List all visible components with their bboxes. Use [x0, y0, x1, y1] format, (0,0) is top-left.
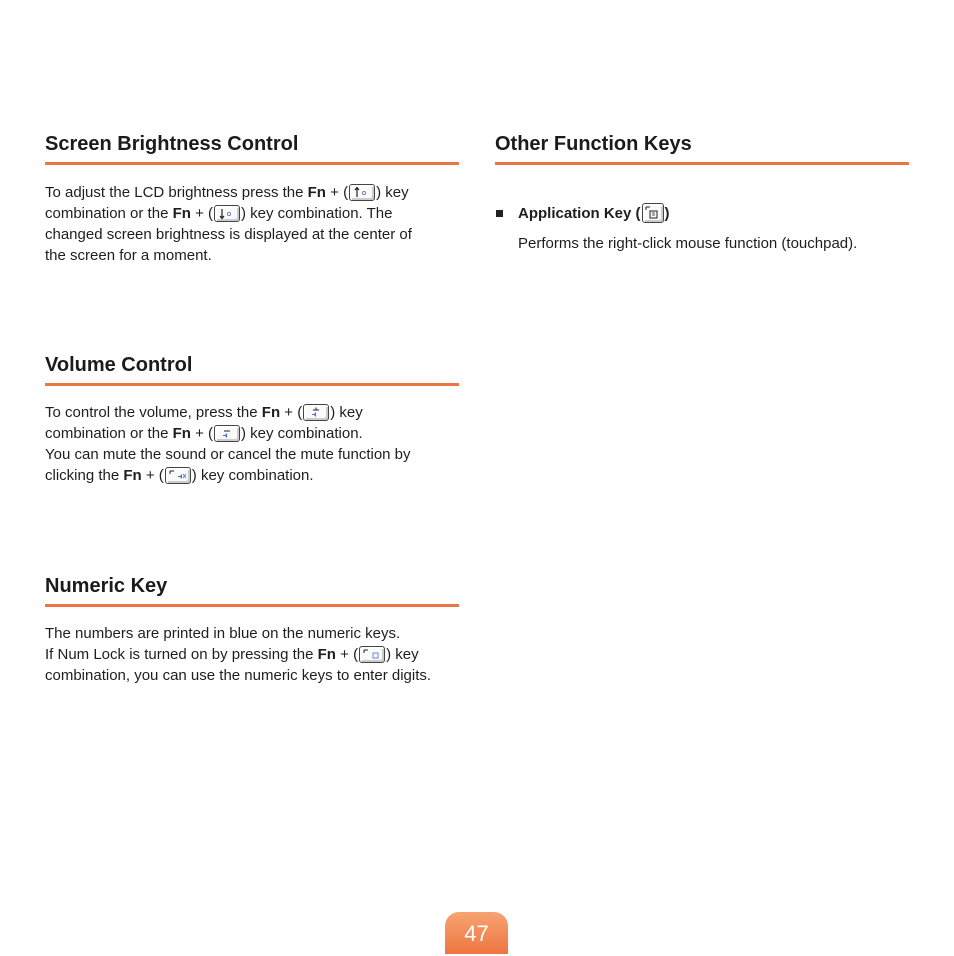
volume-down-key-icon	[214, 425, 240, 442]
heading-numeric-key: Numeric Key	[45, 575, 459, 607]
num-lock-key-icon	[359, 646, 385, 663]
application-key-item: Application Key ( ) Performs the right-click mouse function (touchpad).	[518, 203, 909, 254]
numeric-paragraph: The numbers are printed in blue on the numeric keys. If Num Lock is turned on by pressing the Fn + ( ) key combination, you can use the numeric keys to enter digits.	[45, 625, 432, 684]
volume-up-key-icon	[303, 404, 329, 421]
brightness-up-key-icon	[349, 184, 375, 201]
heading-other-function-keys: Other Function Keys	[495, 133, 909, 165]
section-screen-brightness	[45, 133, 459, 266]
brightness-down-key-icon	[214, 205, 240, 222]
application-key-icon	[642, 203, 664, 223]
section-volume-control	[45, 354, 459, 486]
page-number-tab: 47	[445, 912, 508, 954]
application-key-description: Performs the right-click mouse function (touchpad).	[518, 235, 858, 252]
section-other-function-keys	[495, 133, 909, 254]
volume-paragraph: To control the volume, press the Fn + ( ) key combination or the Fn + ( ) key combination. You can mute the sound or cancel the mute function by clicking the Fn + ( ) key combination.	[45, 404, 411, 484]
brightness-paragraph: To adjust the LCD brightness press the Fn + ( ) key combination or the Fn + ( ) key combination. The changed screen brightness is displayed at the center of the screen for a moment.	[45, 184, 412, 264]
bullet-icon	[496, 210, 503, 217]
heading-volume-control: Volume Control	[45, 354, 459, 386]
heading-screen-brightness: Screen Brightness Control	[45, 133, 459, 165]
mute-key-icon	[165, 467, 191, 484]
section-numeric-key	[45, 575, 459, 686]
